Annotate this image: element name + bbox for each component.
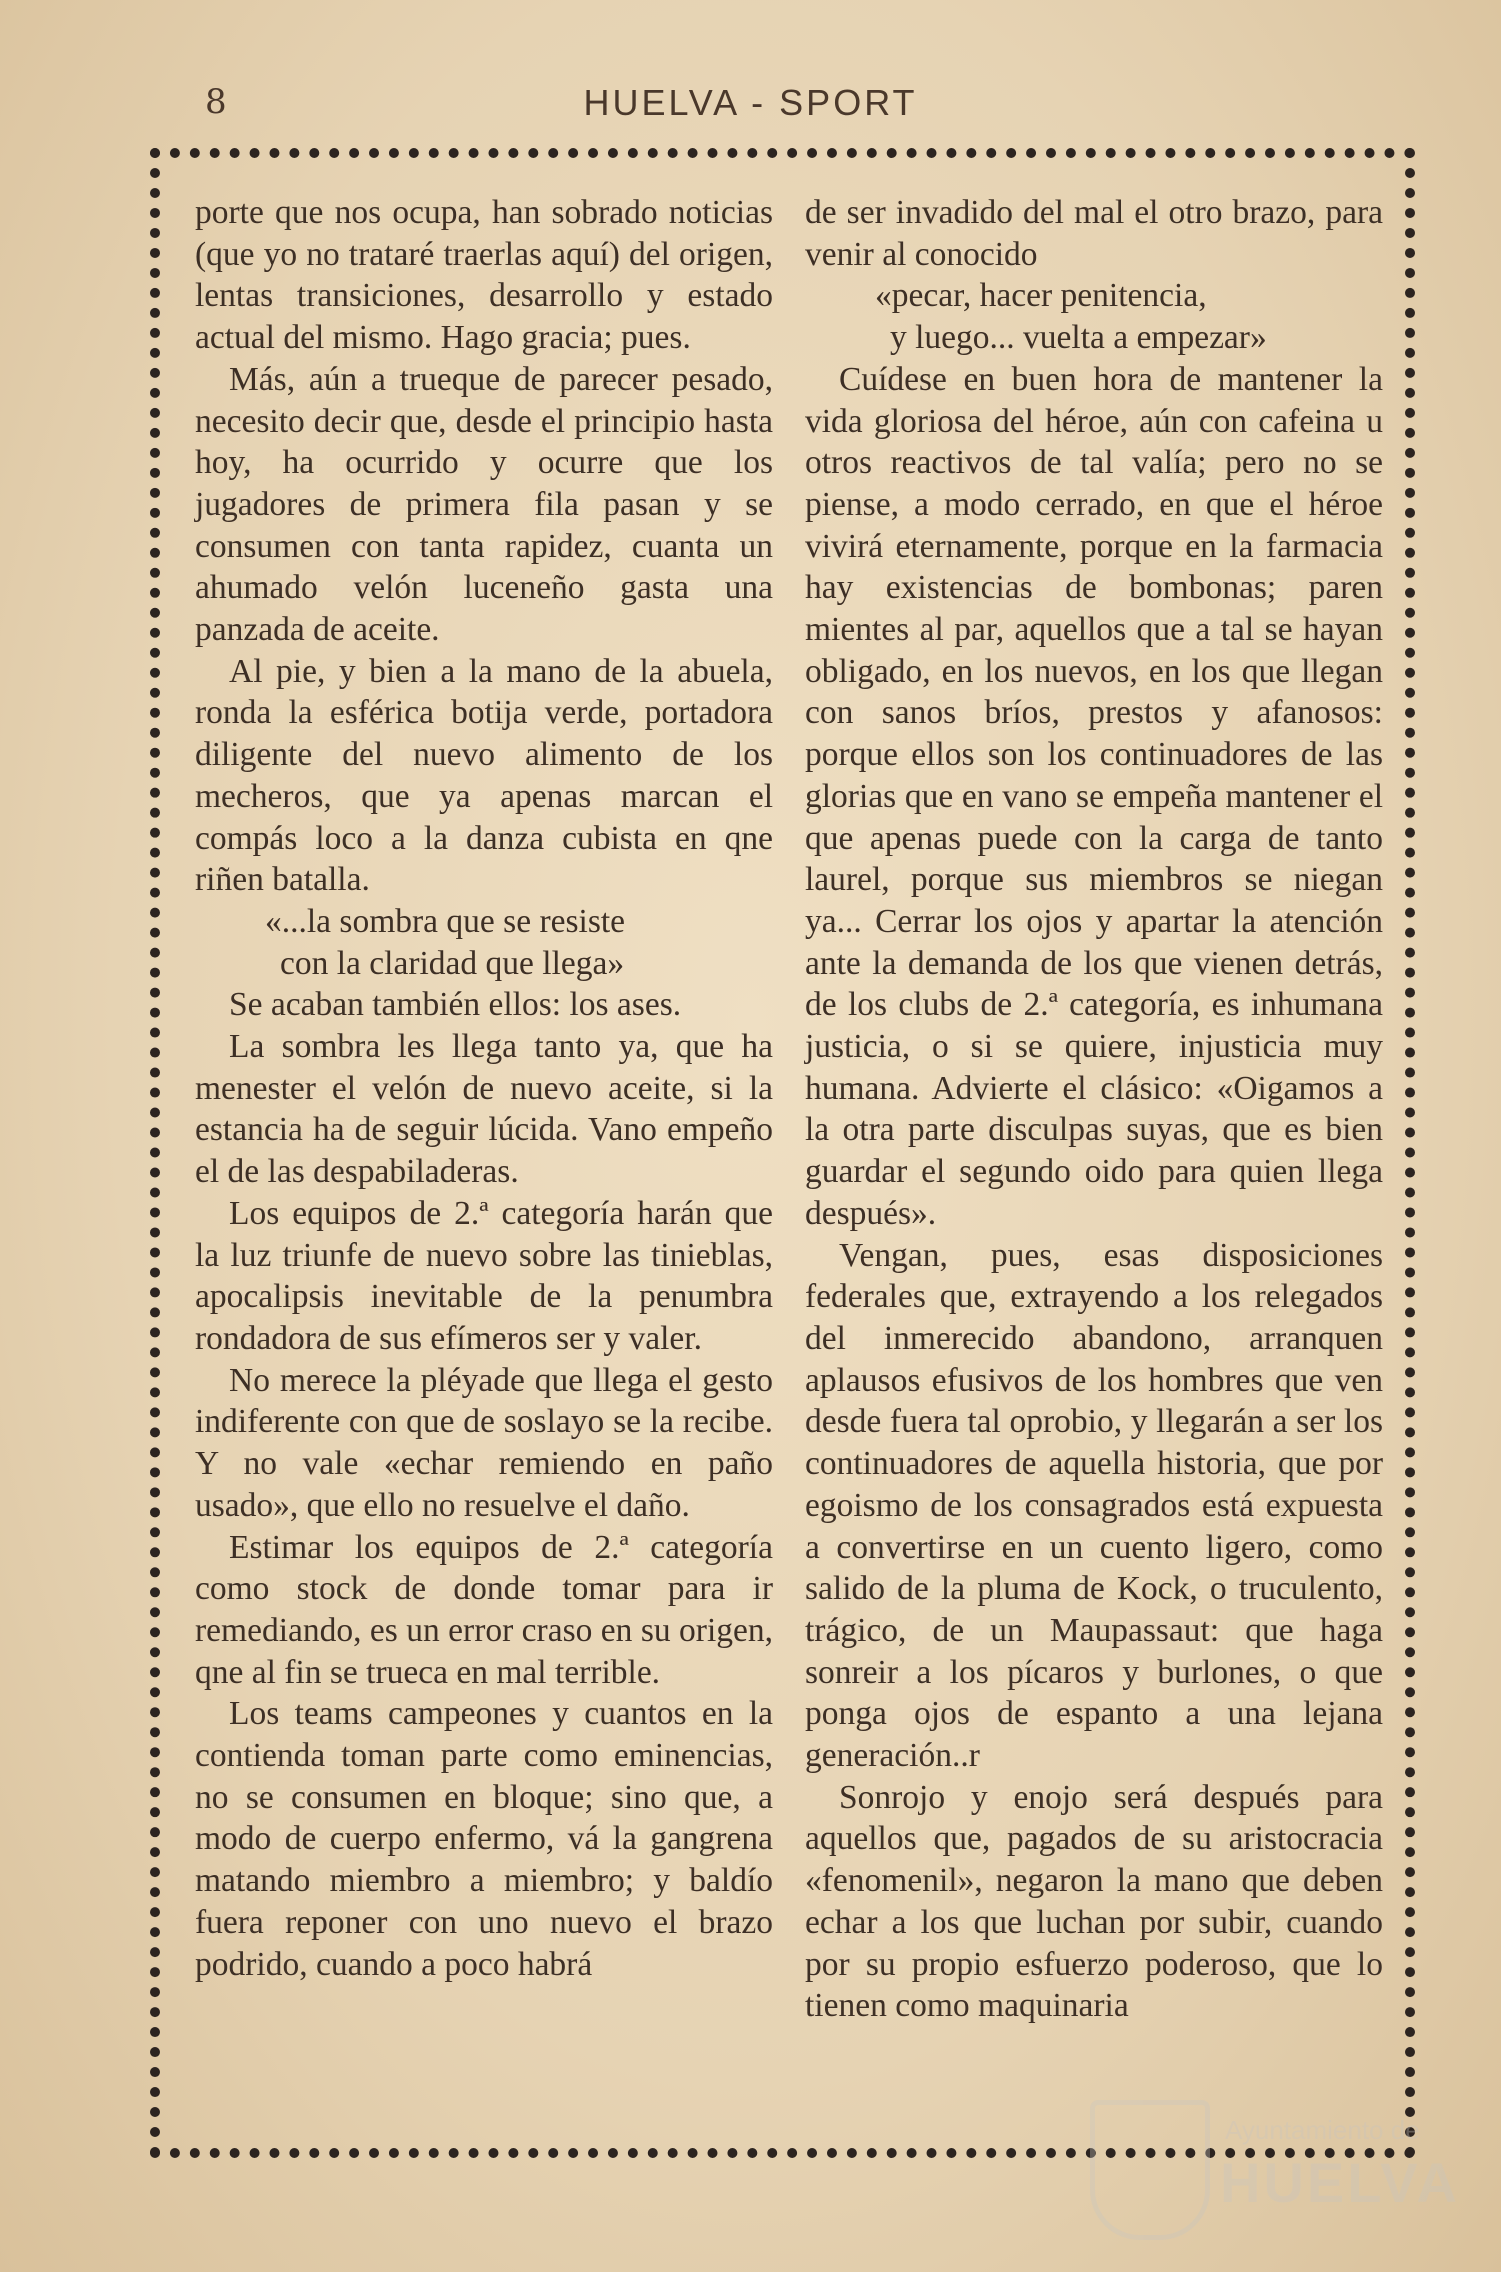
page-number: 8 xyxy=(205,82,227,122)
paragraph: Se acaban también ellos: los ases. xyxy=(229,986,682,1024)
watermark-small-text: Ayuntamiento de xyxy=(1225,2115,1420,2145)
verse-line: con la claridad que llega» xyxy=(280,944,625,982)
paragraph: No merece la pléyade que llega el gesto indiferente con que de soslayo se la recibe. Y no vale «echar remiendo en paño usado», que ello no resuelve el daño. xyxy=(195,1361,773,1524)
paragraph: Los teams campeones y cuantos en la contienda toman parte como eminencias, no se consumen en bloque; sino que, a modo de cuerpo enfermo, vá la gangrena matando miembro a miembro; y baldío fuera reponer con uno nuevo el brazo podrido, cuando a poco habrá xyxy=(195,1695,773,1983)
verse-line: y luego... vuelta a empezar» xyxy=(890,319,1267,357)
coat-of-arms-icon xyxy=(1090,2100,1210,2240)
paragraph: Los equipos de 2.ª categoría harán que la luz triunfe de nuevo sobre las tinieblas, apocalipsis inevitable de la penumbra rondadora de sus efímeros ser y valer. xyxy=(195,1194,773,1357)
verse-line: «...la sombra que se resiste xyxy=(265,902,626,940)
watermark xyxy=(1090,2080,1460,2250)
verse-line: «pecar, hacer penitencia, xyxy=(875,277,1207,315)
journal-title: HUELVA - SPORT xyxy=(583,82,918,123)
paragraph: Al pie, y bien a la mano de la abuela, ronda la esférica botija verde, portadora diligente del nuevo alimento de los mecheros, que ya apenas marcan el compás loco a la danza cubista en qne riñen batalla. xyxy=(195,652,773,899)
paragraph: Más, aún a trueque de parecer pesado, necesito decir que, desde el principio hasta hoy, ha ocurrido y ocurre que los jugadores de primera fila pasan y se consumen con tanta rapidez, cuanta un ahumado velón luceneño gasta una panzada de aceite. xyxy=(195,360,773,649)
paragraph: Cuídese en buen hora de mantener la vida gloriosa del héroe, aún con cafeina u otros reactivos de tal valía; pero no se piense, a modo cerrado, en que el héroe vivirá eternamente, porque en la farmacia hay existencias de bombonas; paren mientes al par, aquellos que a tal se hayan obligado, en los nuevos, en los que llegan con sanos bríos, prestos y afanosos: porque ellos son los continuadores de las glorias que en vano se empeña mantener el que apenas puede con la carga de tanto laurel, porque sus miembros se niegan ya... Cerrar los ojos y apartar la atención ante la demanda de los que vienen detrás, de los clubs de 2.ª categoría, es inhumana justicia, o si se quiere, injusticia muy humana. Advierte el clásico: «Oigamos a la otra parte disculpas suyas, que es bien guardar el segundo oido para quien llega después». xyxy=(805,360,1383,1232)
paragraph: Vengan, pues, esas disposiciones federales que, extrayendo a los relegados del inmerecido abandono, arranquen aplausos efusivos de los hombres que ven desde fuera tal oprobio, y llegarán a ser los continuadores de aquella historia, que por egoismo de los consagrados está expuesta a convertirse en un cuento ligero, como salido de la pluma de Kock, o truculento, trágico, de un Maupassaut: que haga sonreir a los pícaros y burlones, o que ponga ojos de espanto a una lejana generación..r xyxy=(805,1236,1383,1775)
right-column xyxy=(805,192,1383,2027)
watermark-big-text: HUELVA xyxy=(1220,2151,1460,2214)
left-column xyxy=(195,192,773,1985)
paragraph: Estimar los equipos de 2.ª categoría como stock de donde tomar para ir remediando, es un error craso en su origen, qne al fin se trueca en mal terrible. xyxy=(195,1528,773,1691)
article-frame xyxy=(150,148,1415,2158)
paragraph: Sonrojo y enojo será después para aquellos que, pagados de su aristocracia «fenomenil», negaron la mano que deben echar a los que luchan por subir, cuando por su propio esfuerzo poderoso, que lo tienen como maquinaria xyxy=(805,1778,1383,2025)
page-header xyxy=(0,82,1501,142)
paragraph: porte que nos ocupa, han sobrado noticias (que yo no trataré traerlas aquí) del origen, lentas transiciones, desarrollo y estado actual del mismo. Hago gracia; pues. xyxy=(195,194,773,357)
paragraph: de ser invadido del mal el otro brazo, para venir al conocido xyxy=(805,194,1383,273)
paragraph: La sombra les llega tanto ya, que ha menester el velón de nuevo aceite, si la estancia ha de seguir lúcida. Vano empeño el de las despabiladeras. xyxy=(195,1028,773,1191)
